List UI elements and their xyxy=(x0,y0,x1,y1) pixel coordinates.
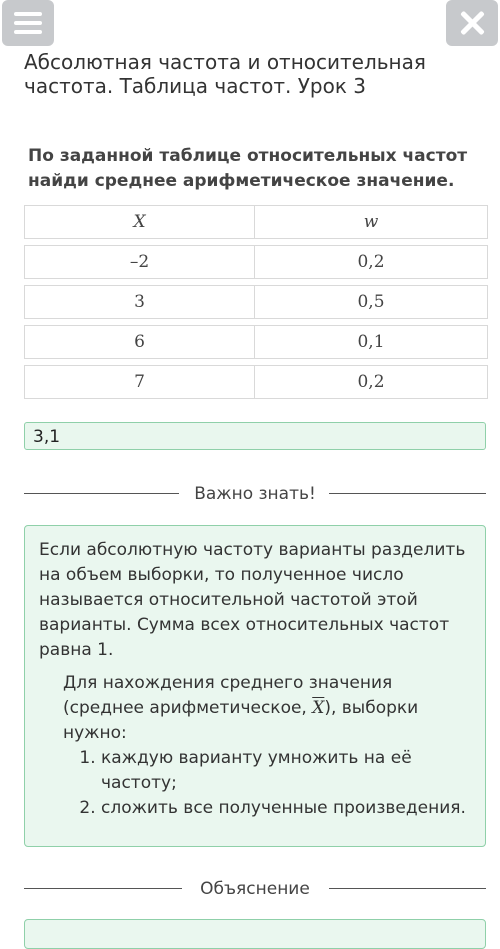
frequency-table xyxy=(24,199,488,405)
explanation-heading: Объяснение xyxy=(188,879,322,899)
answer-field[interactable]: 3,1 xyxy=(24,422,486,450)
top-bar xyxy=(0,0,500,48)
table-header-row xyxy=(24,205,488,239)
list-item: 2. сложить все полученные произведения. xyxy=(101,796,471,821)
table-row xyxy=(24,285,488,319)
table-cell: 3 xyxy=(24,285,255,319)
table-row xyxy=(24,245,488,279)
table-header-x: X xyxy=(24,205,255,239)
menu-button[interactable] xyxy=(2,0,54,46)
table-cell: 0,5 xyxy=(255,285,488,319)
table-cell: 0,2 xyxy=(255,365,488,399)
lesson-title: Абсолютная частота и относительная частота. Таблица частот. Урок 3 xyxy=(24,50,426,98)
table-cell: 0,2 xyxy=(255,245,488,279)
table-cell: 7 xyxy=(24,365,255,399)
note-sub-text-end: ), выборки нужно: xyxy=(63,698,419,743)
steps-list xyxy=(39,746,471,821)
table-cell: –2 xyxy=(24,245,255,279)
question-text: По заданной таблице относительных частот найди среднее арифметическое значение. xyxy=(28,146,468,191)
table-header-w: w xyxy=(255,205,488,239)
close-icon xyxy=(459,10,485,36)
close-button[interactable] xyxy=(446,0,498,46)
note-sub-text: Для нахождения среднего значения (среднее арифметическое, xyxy=(63,673,393,718)
mean-symbol: $\overline{X}$ xyxy=(312,698,325,718)
important-divider xyxy=(24,482,486,506)
table-cell: 6 xyxy=(24,325,255,359)
important-heading: Важно знать! xyxy=(182,484,328,504)
table-row xyxy=(24,325,488,359)
note-paragraph: Если абсолютную частоту варианты разделить на объем выборки, то полученное число называется относительной частотой этой варианты. Сумма всех относительных частот равна 1. xyxy=(39,540,466,660)
table-cell: 0,1 xyxy=(255,325,488,359)
list-item: 1. каждую варианту умножить на её частоту; xyxy=(101,746,471,796)
note-subsection xyxy=(39,671,471,746)
hamburger-menu-icon xyxy=(14,12,42,34)
table-row xyxy=(24,365,488,399)
explanation-box xyxy=(24,919,486,949)
important-note-box xyxy=(24,525,486,847)
explanation-divider xyxy=(24,877,486,901)
